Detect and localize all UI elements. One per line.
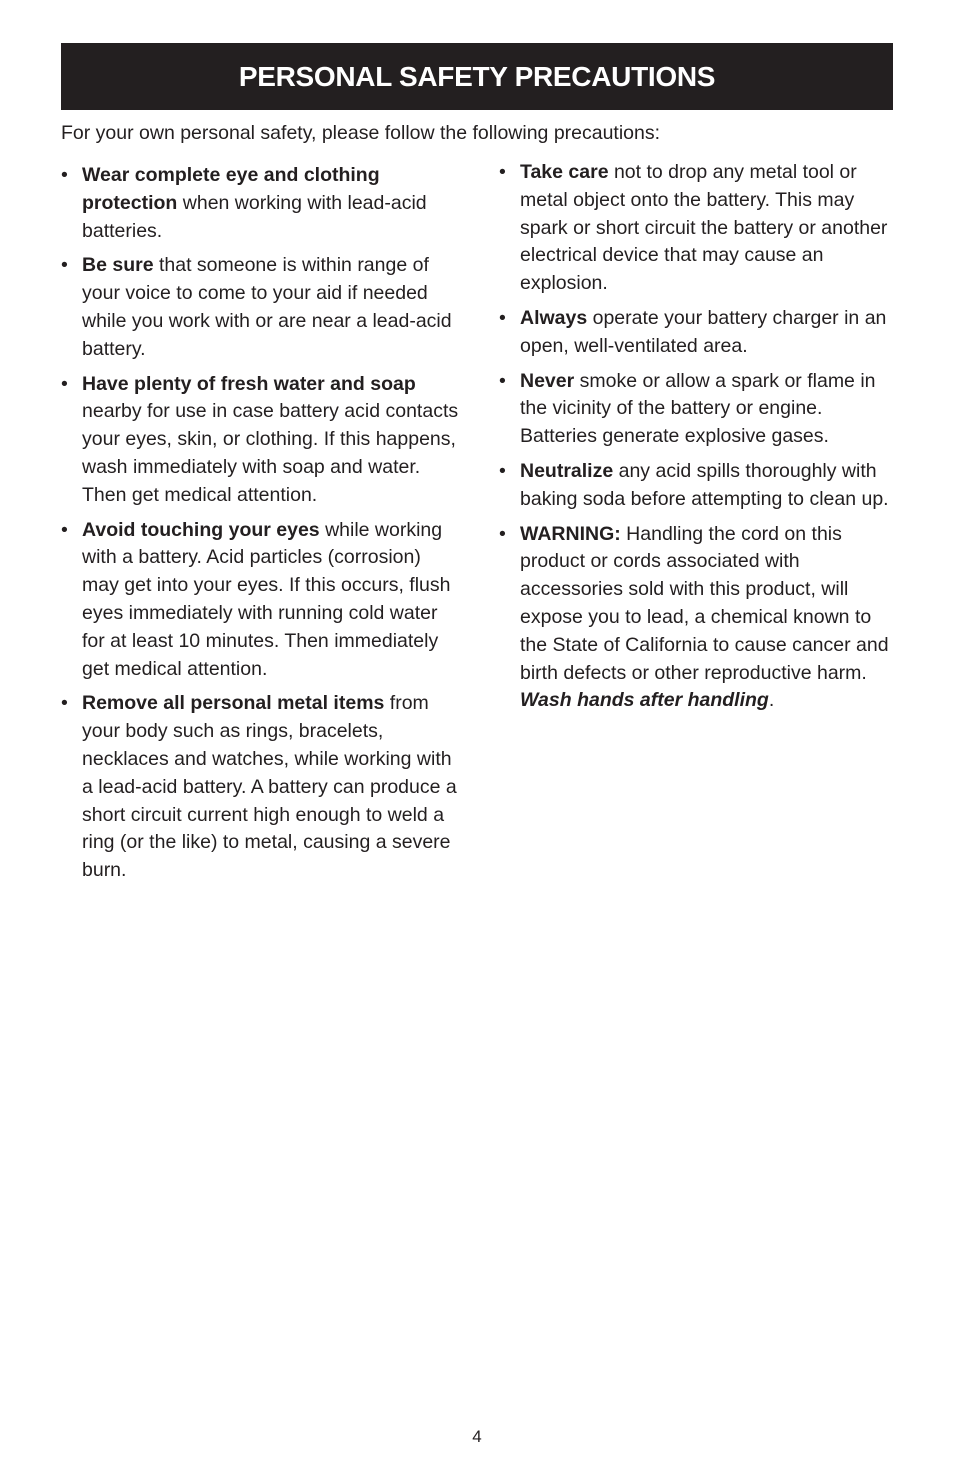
item-lead: Have plenty of fresh water and soap [82, 372, 416, 395]
page-number: 4 [472, 1427, 482, 1446]
item-text: from your body such as rings, bracelets, necklaces and watches, while working with a lead-acid battery. A battery can produce a short circuit current high enough to weld a ring (or the like) to metal, causing a severe burn. [82, 692, 457, 882]
item-text: while working with a battery. Acid particles (corrosion) may get into your eyes. If this occurs, flush eyes immediately with running cold water for at least 10 minutes. Then immediately get medical attention. [82, 518, 451, 680]
list-item [499, 368, 899, 451]
warning-tail: . [768, 689, 775, 712]
list-item [61, 162, 461, 245]
right-precautions-list [499, 159, 899, 722]
item-lead: Neutralize [520, 459, 614, 482]
item-lead: Avoid touching your eyes [82, 518, 320, 541]
item-lead: Remove all personal metal items [82, 692, 385, 715]
warning-item [499, 521, 899, 716]
intro-text: For your own personal safety, please follow the following precautions: [61, 122, 661, 144]
item-text: when working with lead-acid batteries. [82, 191, 427, 242]
warning-text: Handling the cord on this product or cords associated with accessories sold with this product, will expose you to lead, a chemical known to the State of California to cause cancer and birth defects or other reproductive harm. [520, 522, 889, 684]
warning-label: WARNING: [520, 522, 621, 545]
list-item [499, 159, 899, 298]
item-lead: Wear complete eye and clothing protection [82, 164, 380, 214]
item-lead: Never [520, 369, 575, 392]
left-precautions-list [61, 162, 461, 892]
item-text: smoke or allow a spark or flame in the vicinity of the battery or engine. Batteries generate explosive gases. [520, 369, 876, 448]
list-item [61, 517, 461, 684]
item-text: that someone is within range of your voice to come to your aid if needed while you work with or are near a lead-acid battery. [82, 254, 452, 360]
list-item [61, 252, 461, 363]
list-item [499, 458, 899, 514]
item-text: not to drop any metal tool or metal object onto the battery. This may spark or short circuit the battery or another electrical device that may cause an explosion. [520, 161, 888, 295]
title-banner [61, 43, 893, 110]
item-text: any acid spills thoroughly with baking soda before attempting to clean up. [520, 459, 889, 510]
item-text: nearby for use in case battery acid contacts your eyes, skin, or clothing. If this happens, wash immediately with soap and water. Then get medical attention. [82, 400, 459, 506]
item-lead: Take care [520, 161, 609, 183]
item-lead: Be sure [82, 254, 154, 277]
item-text: operate your battery charger in an open, well-ventilated area. [520, 306, 887, 357]
list-item [61, 690, 461, 885]
list-item [499, 305, 899, 361]
item-lead: Always [520, 306, 588, 329]
page-title: PERSONAL SAFETY PRECAUTIONS [238, 60, 716, 92]
list-item [61, 371, 461, 510]
warning-emphasis: Wash hands after handling [520, 689, 769, 712]
